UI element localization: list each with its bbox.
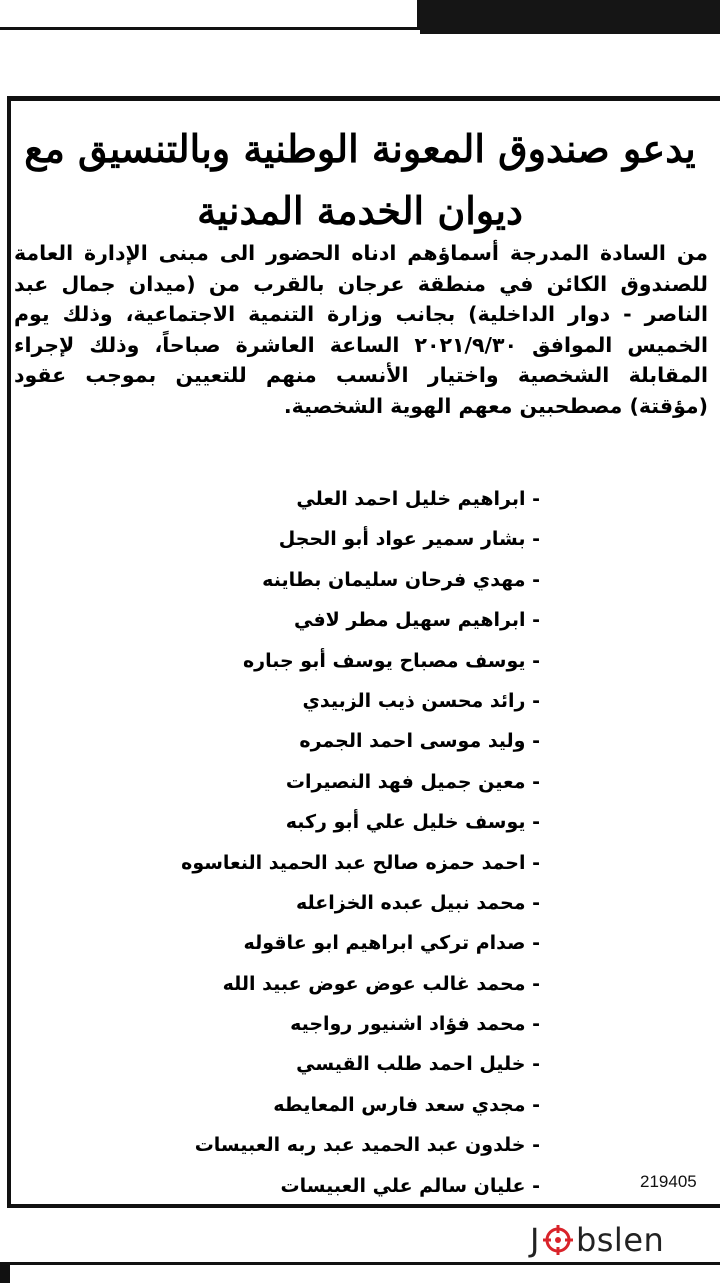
- list-item: - ابراهيم خليل احمد العلي: [296, 488, 540, 510]
- list-item: - خليل احمد طلب القيسي: [296, 1053, 540, 1076]
- bottom-bar-cap: [0, 1265, 10, 1283]
- crosshair-target-icon: [542, 1224, 574, 1256]
- names-list: [120, 484, 540, 1211]
- list-item: - معين جميل فهد النصيرات: [285, 770, 540, 793]
- list-item: - بشار سمير عواد أبو الحجل: [278, 528, 540, 551]
- list-item: - خلدون عبد الحميد عبد ربه العبيسات: [194, 1134, 540, 1157]
- watermark-text-rest: bslen: [575, 1221, 665, 1259]
- list-item: - مجدي سعد فارس المعايطه: [273, 1093, 540, 1116]
- list-item: - محمد فؤاد اشنيور رواجيه: [290, 1013, 540, 1036]
- list-item: - احمد حمزه صالح عبد الحميد النعاسوه: [181, 851, 540, 874]
- list-item: - رائد محسن ذيب الزبيدي: [302, 689, 540, 712]
- list-item: - يوسف خليل علي أبو ركبه: [285, 811, 540, 834]
- list-item: - محمد غالب عوض عوض عبيد الله: [222, 972, 540, 995]
- list-item: - ابراهيم سهيل مطر لافي: [294, 609, 540, 632]
- announcement-body: من السادة المدرجة أسماؤهم ادناه الحضور الى مبنى الإدارة العامة للصندوق الكائن في منطقة عرجان بالقرب من (ميدان جمال عبد الناصر - دوار الداخلية) بجانب وزارة التنمية الاجتماعية، وذلك يوم الخميس الموافق ٢٠٢١/٩/٣٠ الساعة العاشرة صباحاً، وذلك لإجراء المقابلة الشخصية واختيار الأنسب منهم للتعيين بموجب عقود (مؤقتة) مصطحبين معهم الهوية الشخصية.: [14, 241, 708, 418]
- headline-line-2: ديوان الخدمة المدنية: [197, 188, 523, 233]
- list-item: - عليان سالم علي العبيسات: [280, 1174, 540, 1197]
- list-item: - وليد موسى احمد الجمره: [299, 730, 540, 753]
- list-item: - يوسف مصباح يوسف أبو جباره: [242, 649, 540, 672]
- headline-line-1: يدعو صندوق المعونة الوطنية وبالتنسيق مع: [24, 126, 696, 171]
- reference-number: 219405: [640, 1172, 697, 1191]
- watermark-logo: [530, 1218, 720, 1262]
- list-item: - مهدي فرحان سليمان بطاينه: [262, 568, 540, 591]
- top-frame-box: [0, 0, 420, 30]
- list-item: - صدام تركي ابراهيم ابو عاقوله: [243, 932, 540, 955]
- list-item: - محمد نبيل عبده الخزاعله: [296, 891, 540, 914]
- watermark-letter-j: J: [530, 1221, 540, 1259]
- top-black-bar: [420, 0, 720, 34]
